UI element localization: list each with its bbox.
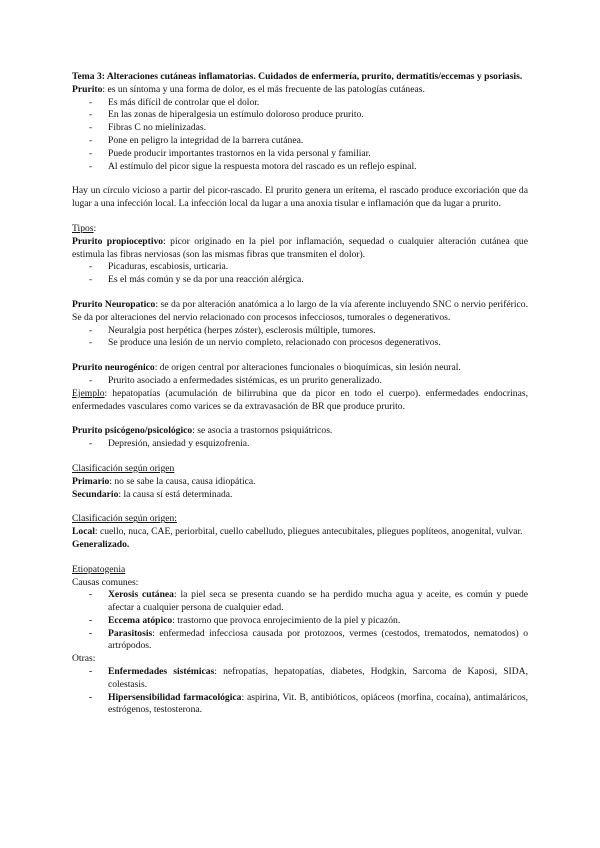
list-item: - Hipersensibilidad farmacológica: aspirina, Vit. B, antibióticos, opiáceos (morfina, cocaína), antimaláricos, estrógenos, testosterona. [89,691,528,716]
circulo-paragraph: Hay un círculo vicioso a partir del picor-rascado. El prurito genera un eritema, el rascado produce excoriación que da lugar a una infección local. La infección local da lugar a una anoxia tisular e inflamación que da lugar a prurito. [72,185,528,210]
list-item: - Es más difícil de controlar que el dolor. [89,96,260,108]
otras-list [72,666,528,717]
prurito-list [72,97,528,174]
list-item: - Fibras C no mielinizadas. [89,122,207,134]
list-item: - Neuralgia post herpética (herpes zóster), esclerosis múltiple, tumores. [89,324,376,336]
propioceptivo-definition: Prurito propioceptivo: picor originado en la piel por inflamación, sequedad o cualquier alteración cutánea que estimula las fibras nerviosas (son las mismas fibras que transmiten el dolor). [72,235,528,260]
ejemplo-paragraph: Ejemplo: hepatopatías (acumulación de bilirrubina que da picor en todo el cuerpo). enfermedades endocrinas, enfermedades vasculares como varices se da extravasación de BR que produce prurito. [72,387,528,412]
causas-label: Causas comunes: [72,576,139,588]
list-item: - Depresión, ansiedad y esquizofrenia. [89,438,250,450]
page-title: Tema 3: Alteraciones cutáneas inflamatorias. Cuidados de enfermería, prurito, dermatitis/eccemas y psoriasis. [72,71,523,82]
propioceptivo-list [72,261,528,287]
document-page [72,71,528,717]
generalizado-line: Generalizado. [72,538,130,550]
neuropatico-list [72,325,528,351]
secundario-line: Secundario: la causa sí está determinada. [72,488,233,500]
list-item: - Pone en peligro la integridad de la barrera cutánea. [89,134,304,146]
psicogeno-definition: Prurito psicógeno/psicológico: se asocia a trastornos psiquiátricos. [72,425,333,437]
list-item: - Parasitosis: enfermedad infecciosa causada por protozoos, vermes (cestodos, trematodos, nematodos) o artrópodos. [89,627,528,652]
list-item: - Al estímulo del picor sigue la respuesta motora del rascado es un reflejo espinal. [89,160,417,172]
neurogenico-definition: Prurito neurogénico: de origen central por alteraciones funcionales o bioquímicas, sin lesión neural. [72,362,461,374]
list-item: - Se produce una lesión de un nervio completo, relacionado con procesos degenerativos. [89,337,441,349]
list-item: - Eccema atópico: trastorno que provoca enrojecimiento de la piel y picazón. [89,614,401,626]
list-item: - Puede producir importantes trastornos en la vida personal y familiar. [89,147,371,159]
list-item: - Es el más común y se da por una reacción alérgica. [89,274,304,286]
list-item: - Picaduras, escabiosis, urticaria. [89,261,229,273]
primario-line: Primario: no se sabe la causa, causa idiopática. [72,475,256,487]
neuropatico-definition: Prurito Neuropatico: se da por alteración anatómica a lo largo de la vía aferente incluyendo SNC o nervio periférico. Se da por alteraciones del nervio relacionado con procesos infecciosos, tumorales o degenerativos. [72,298,528,323]
tipos-heading: Tipos: [72,222,97,234]
etiopatogenia-heading: Etiopatogenia [72,563,126,575]
clasificacion-heading-2: Clasificación según origen: [72,513,177,525]
otras-label: Otras: [72,653,96,665]
neurogenico-list [72,375,528,388]
list-item: - En las zonas de hiperalgesia un estímulo doloroso produce prurito. [89,109,364,121]
causas-list [72,589,528,653]
psicogeno-list [72,438,528,451]
local-line: Local: cuello, nuca, CAE, periorbital, cuello cabelludo, pliegues antecubitales, pliegues poplíteos, anogenital, vulvar. [72,526,523,538]
prurito-definition: Prurito: es un síntoma y una forma de dolor, es el más frecuente de las patologías cutáneas. [72,83,425,95]
clasificacion-heading: Clasificación según origen [72,462,175,474]
list-item: - Xerosis cutánea: la piel seca se presenta cuando se ha perdido mucha agua y aceite, es común y puede afectar a cualquier persona de cualquier edad. [89,589,528,614]
list-item: - Prurito asociado a enfermedades sistémicas, es un prurito generalizado. [89,374,382,386]
list-item: - Enfermedades sistémicas: nefropatías, hepatopatías, diabetes, Hodgkin, Sarcoma de Kaposi, SIDA, colestasis. [89,666,528,690]
